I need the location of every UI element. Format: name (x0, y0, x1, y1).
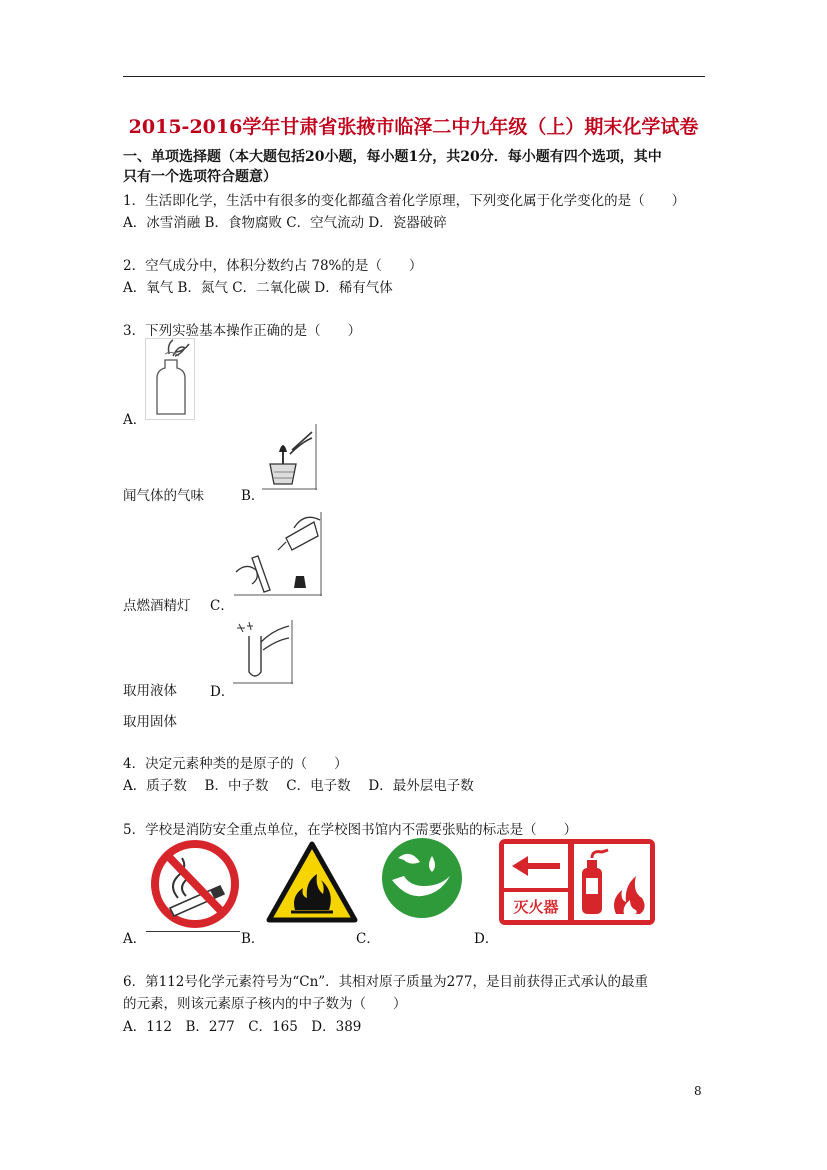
q2-options: A．氧气 B．氮气 C．二氧化碳 D．稀有气体 (123, 280, 393, 296)
q4-options: A．质子数 B．中子数 C．电子数 D．最外层电子数 (123, 778, 474, 794)
sniff-gas-figure (145, 338, 195, 420)
q3-caption-b: 点燃酒精灯 (123, 598, 191, 614)
q3-caption-a: 闻气体的气味 (123, 488, 204, 504)
q5-stem: 5．学校是消防安全重点单位，在学校图书馆内不需要张贴的标志是（ ） (123, 822, 578, 838)
q3-caption-d: 取用固体 (123, 714, 177, 730)
section-heading-line1: 一、单项选择题（本大题包括20小题，每小题1分，共20分．每小题有四个选项，其中 (123, 149, 662, 165)
q5-label-d: D． (474, 931, 499, 947)
q1-options: A．冰雪消融 B．食物腐败 C．空气流动 D．瓷器破碎 (123, 215, 447, 231)
pour-liquid-figure (234, 512, 322, 596)
q6-options: A．112 B．277 C．165 D．389 (123, 1019, 362, 1035)
q3-label-b: B． (241, 488, 265, 504)
exam-title: 2015-2016学年甘肃省张掖市临泽二中九年级（上）期末化学试卷 (128, 116, 699, 138)
fire-extinguisher-sign (498, 838, 656, 926)
q2-stem: 2．空气成分中，体积分数约占 78%的是（ ） (123, 258, 423, 274)
q5-answer-underline (146, 931, 240, 932)
take-solid-figure (233, 620, 293, 684)
q5-label-c: C． (356, 931, 380, 947)
q3-label-d: D． (210, 684, 235, 700)
q3-caption-c: 取用液体 (123, 683, 177, 699)
q6-stem-line1: 6．第112号化学元素符号为“Cn”．其相对原子质量为277，是目前获得正式承认的最重 (123, 974, 648, 990)
header-rule (123, 76, 705, 77)
flammable-warning-sign (265, 840, 359, 924)
q5-label-b: B． (241, 931, 265, 947)
sign-extinguisher-text: 灭火器 (513, 898, 559, 916)
light-lamp-figure (262, 424, 317, 490)
q6-stem-line2: 的元素，则该元素原子核内的中子数为（ ） (123, 996, 407, 1012)
page-number: 8 (694, 1084, 702, 1098)
q5-label-a: A． (123, 931, 147, 947)
no-smoking-sign (148, 838, 242, 930)
water-saving-sign (380, 836, 464, 920)
q3-label-a: A． (123, 412, 147, 428)
q3-label-c: C． (210, 598, 234, 614)
q3-stem: 3．下列实验基本操作正确的是（ ） (123, 323, 362, 339)
q1-stem: 1．生活即化学，生活中有很多的变化都蕴含着化学原理，下列变化属于化学变化的是（ ） (123, 193, 686, 209)
section-heading-line2: 只有一个选项符合题意） (123, 169, 277, 185)
q4-stem: 4．决定元素种类的是原子的（ ） (123, 756, 348, 772)
